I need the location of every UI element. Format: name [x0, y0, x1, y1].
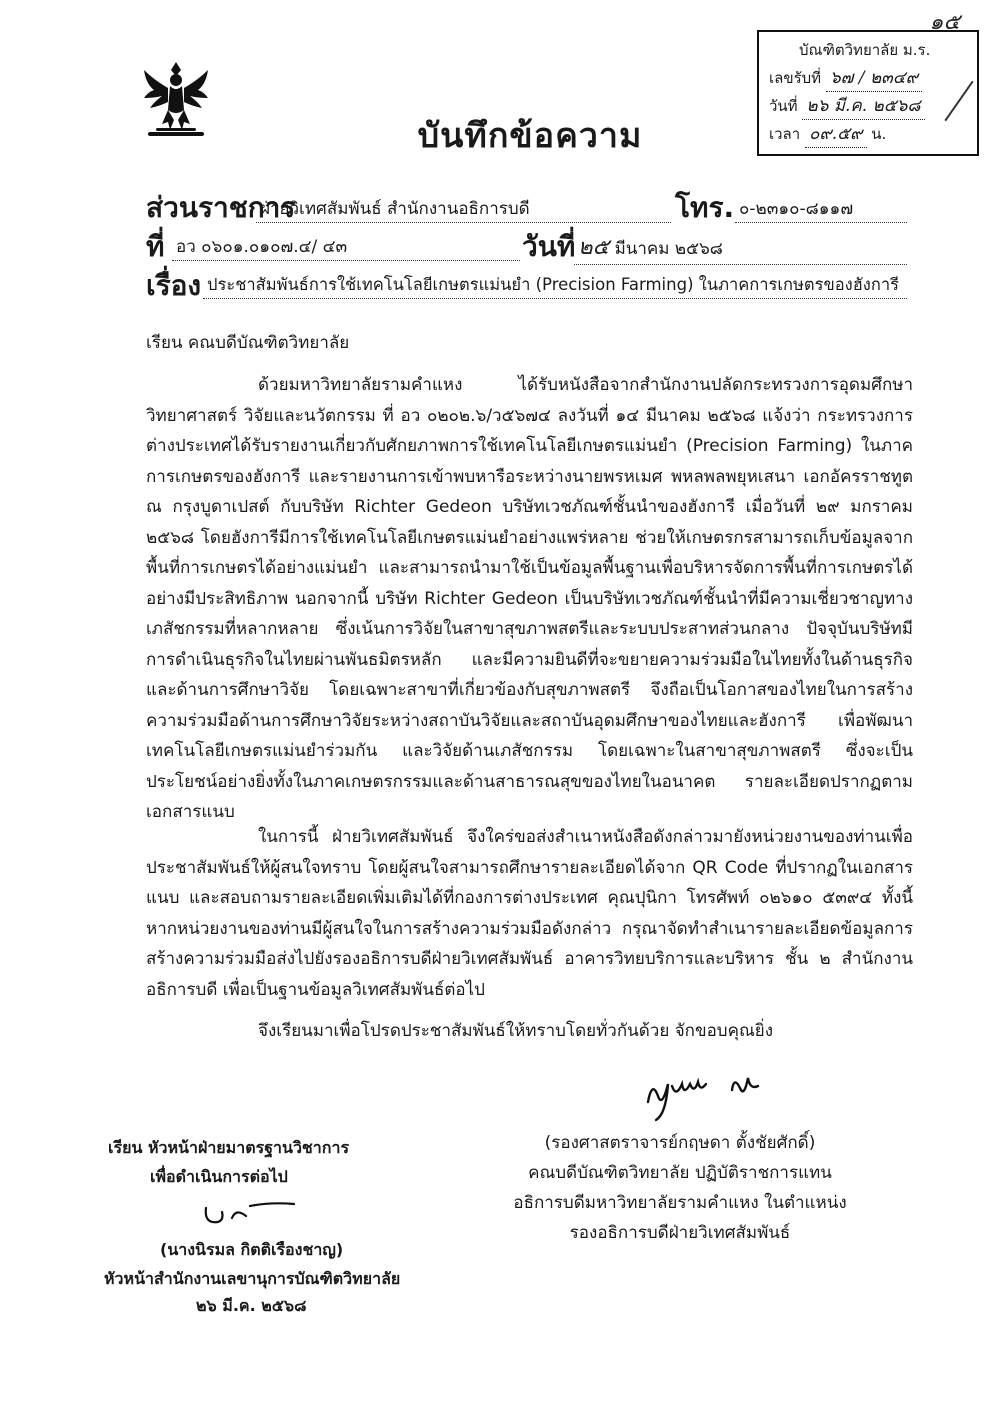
document-title: บันทึกข้อความ — [417, 116, 643, 156]
phone-label: โทร. — [675, 191, 735, 224]
closing-sentence: จึงเรียนมาเพื่อโปรดประชาสัมพันธ์ให้ทราบโดยทั่วกันด้วย จักขอบคุณยิ่ง — [258, 1021, 773, 1041]
signatory-block — [480, 1128, 880, 1248]
signatory-title-3: รองอธิการบดีฝ่ายวิเทศสัมพันธ์ — [569, 1223, 791, 1243]
salutation: เรียน คณบดีบัณฑิตวิทยาลัย — [146, 333, 350, 353]
signatory-title-2: อธิการบดีมหาวิทยาลัยรามคำแหง ในตำแหน่ง — [513, 1193, 847, 1213]
subject-value: ประชาสัมพันธ์การใช้เทคโนโลยีเกษตรแม่นยำ (Precision Farming) ในภาคการเกษตรของฮังการี — [203, 272, 907, 299]
routing-note-name: (นางนิรมล กิตติเรืองชาญ) — [160, 1240, 344, 1259]
stamp-date-label: วันที่ — [769, 97, 798, 115]
signatory-title-1: คณบดีบัณฑิตวิทยาลัย ปฏิบัติราชการแทน — [528, 1163, 832, 1183]
subject-label: เรื่อง — [146, 269, 202, 302]
routing-note-date: ๒๖ มี.ค. ๒๕๖๘ — [196, 1296, 307, 1315]
stamp-title: บัณฑิตวิทยาลัย ม.ร. — [799, 41, 931, 59]
reference-value: อว ๐๖๐๑.๐๑๐๗.๔/ ๔๓ — [172, 233, 520, 261]
agency-value: ฝ่ายวิเทศสัมพันธ์ สำนักงานอธิการบดี — [256, 195, 671, 223]
routing-note-signature — [196, 1194, 306, 1230]
stamp-time-value: ๐๙.๕๙ — [805, 120, 867, 148]
date-day: ๒๕ — [578, 235, 610, 260]
agency-label: ส่วนราชการ — [146, 191, 296, 224]
stamp-number-label: เลขรับที่ — [769, 69, 822, 87]
body-paragraph-2-text: ในการนี้ ฝ่ายวิเทศสัมพันธ์ จึงใคร่ขอส่งสำเนาหนังสือดังกล่าวมายังหน่วยงานของท่านเพื่อประชาสัมพันธ์ให้ผู้สนใจทราบ โดยผู้สนใจสามารถศึกษารายละเอียดได้จาก QR Code ที่ปรากฏในเอกสารแนบ และสอบถามรายละเอียดเพิ่มเติมได้ที่กองการต่างประเทศ คุณปุนิกา โทรศัพท์ ๐๒๖๑๐ ๕๓๙๔ ทั้งนี้ หากหน่วยงานของท่านมีผู้สนใจในการสร้างความร่วมมือดังกล่าว กรุณาจัดทำสำเนารายละเอียดข้อมูลการสร้างความร่วมมือส่งไปยังรองอธิการบดีฝ่ายวิเทศสัมพันธ์ อาคารวิทยบริการและบริหาร ชั้น ๒ สำนักงานอธิการบดี เพื่อเป็นฐานข้อมูลวิเทศสัมพันธ์ต่อไป — [146, 827, 913, 1000]
stamp-date-value: ๒๖ มี.ค. ๒๕๖๘ — [802, 92, 924, 120]
body-paragraph-1 — [146, 370, 913, 828]
reference-label: ที่ — [146, 230, 165, 263]
routing-note-to: เรียน หัวหน้าฝ่ายมาตรฐานวิชาการ — [108, 1138, 350, 1157]
stamp-number-value: ๖๗ / ๒๓๔๙ — [826, 64, 922, 92]
signatory-name: (รองศาสตราจารย์กฤษดา ตั้งชัยศักดิ์) — [544, 1133, 816, 1153]
page-number: ๑๕ — [929, 10, 960, 35]
routing-note-action: เพื่อดำเนินการต่อไป — [150, 1167, 288, 1186]
body-paragraph-2 — [146, 822, 913, 1005]
routing-note-position: หัวหน้าสำนักงานเลขานุการบัณฑิตวิทยาลัย — [104, 1269, 401, 1288]
date-value: มีนาคม ๒๕๖๘ — [614, 239, 723, 259]
date-label: วันที่ — [522, 230, 576, 263]
stamp-time-unit: น. — [871, 125, 887, 143]
signatory-signature — [628, 1062, 778, 1124]
stamp-time-label: เวลา — [769, 125, 801, 143]
body-paragraph-1-text: ด้วยมหาวิทยาลัยรามคำแหง ได้รับหนังสือจากสำนักงานปลัดกระทรวงการอุดมศึกษา วิทยาศาสตร์ วิจัยและนวัตกรรม ที่ อว ๐๒๐๒.๖/ว๕๖๗๔ ลงวันที่ ๑๔ มีนาคม ๒๕๖๘ แจ้งว่า กระทรวงการต่างประเทศได้รับรายงานเกี่ยวกับศักยภาพการใช้เทคโนโลยีเกษตรแม่นยำ (Precision Farming) ในภาคการเกษตรของฮังการี และรายงานการเข้าพบหารือระหว่างนายพรหเมศ พหลพลพยุหเสนา เอกอัครราชทูต ณ กรุงบูดาเปสต์ กับบริษัท Richter Gedeon บริษัทเวชภัณฑ์ชั้นนำของฮังการี เมื่อวันที่ ๒๙ มกราคม ๒๕๖๘ โดยฮังการีมีการใช้เทคโนโลยีเกษตรแม่นยำอย่างแพร่หลาย ช่วยให้เกษตรกรสามารถเก็บข้อมูลจากพื้นที่การเกษตรได้อย่างแม่นยำ และสามารถนำมาใช้เป็นข้อมูลพื้นฐานเพื่อบริหารจัดการพื้นที่การเกษตรได้อย่างมีประสิทธิภาพ นอกจากนี้ บริษัท Richter Gedeon เป็นบริษัทเวชภัณฑ์ชั้นนำที่มีความเชี่ยวชาญทางเภสัชกรรมที่หลากหลาย ซึ่งเน้นการวิจัยในสาขาสุขภาพสตรีและระบบประสาทส่วนกลาง ปัจจุบันบริษัทมีการดำเนินธุรกิจในไทยผ่านพันธมิตรหลัก และมีความยินดีที่จะขยายความร่วมมือในไทยทั้งในด้านธุรกิจและด้านการศึกษาวิจัย โดยเฉพาะสาขาที่เกี่ยวข้องกับสุขภาพสตรี จึงถือเป็นโอกาสของไทยในการสร้างความร่วมมือด้านการศึกษาวิจัยระหว่างสถาบันวิจัยและสถาบันอุดมศึกษาของไทยและฮังการี เพื่อพัฒนาเทคโนโลยีเกษตรแม่นยำร่วมกัน และวิจัยด้านเภสัชกรรม โดยเฉพาะในสาขาสุขภาพสตรี ซึ่งจะเป็นประโยชน์อย่างยิ่งทั้งในภาคเกษตรกรรมและด้านสาธารณสุขของไทยในอนาคต รายละเอียดปรากฏตามเอกสารแนบ — [146, 375, 913, 822]
date-field — [574, 229, 907, 265]
phone-value: ๐-๒๓๑๐-๘๑๑๗ — [735, 195, 907, 223]
